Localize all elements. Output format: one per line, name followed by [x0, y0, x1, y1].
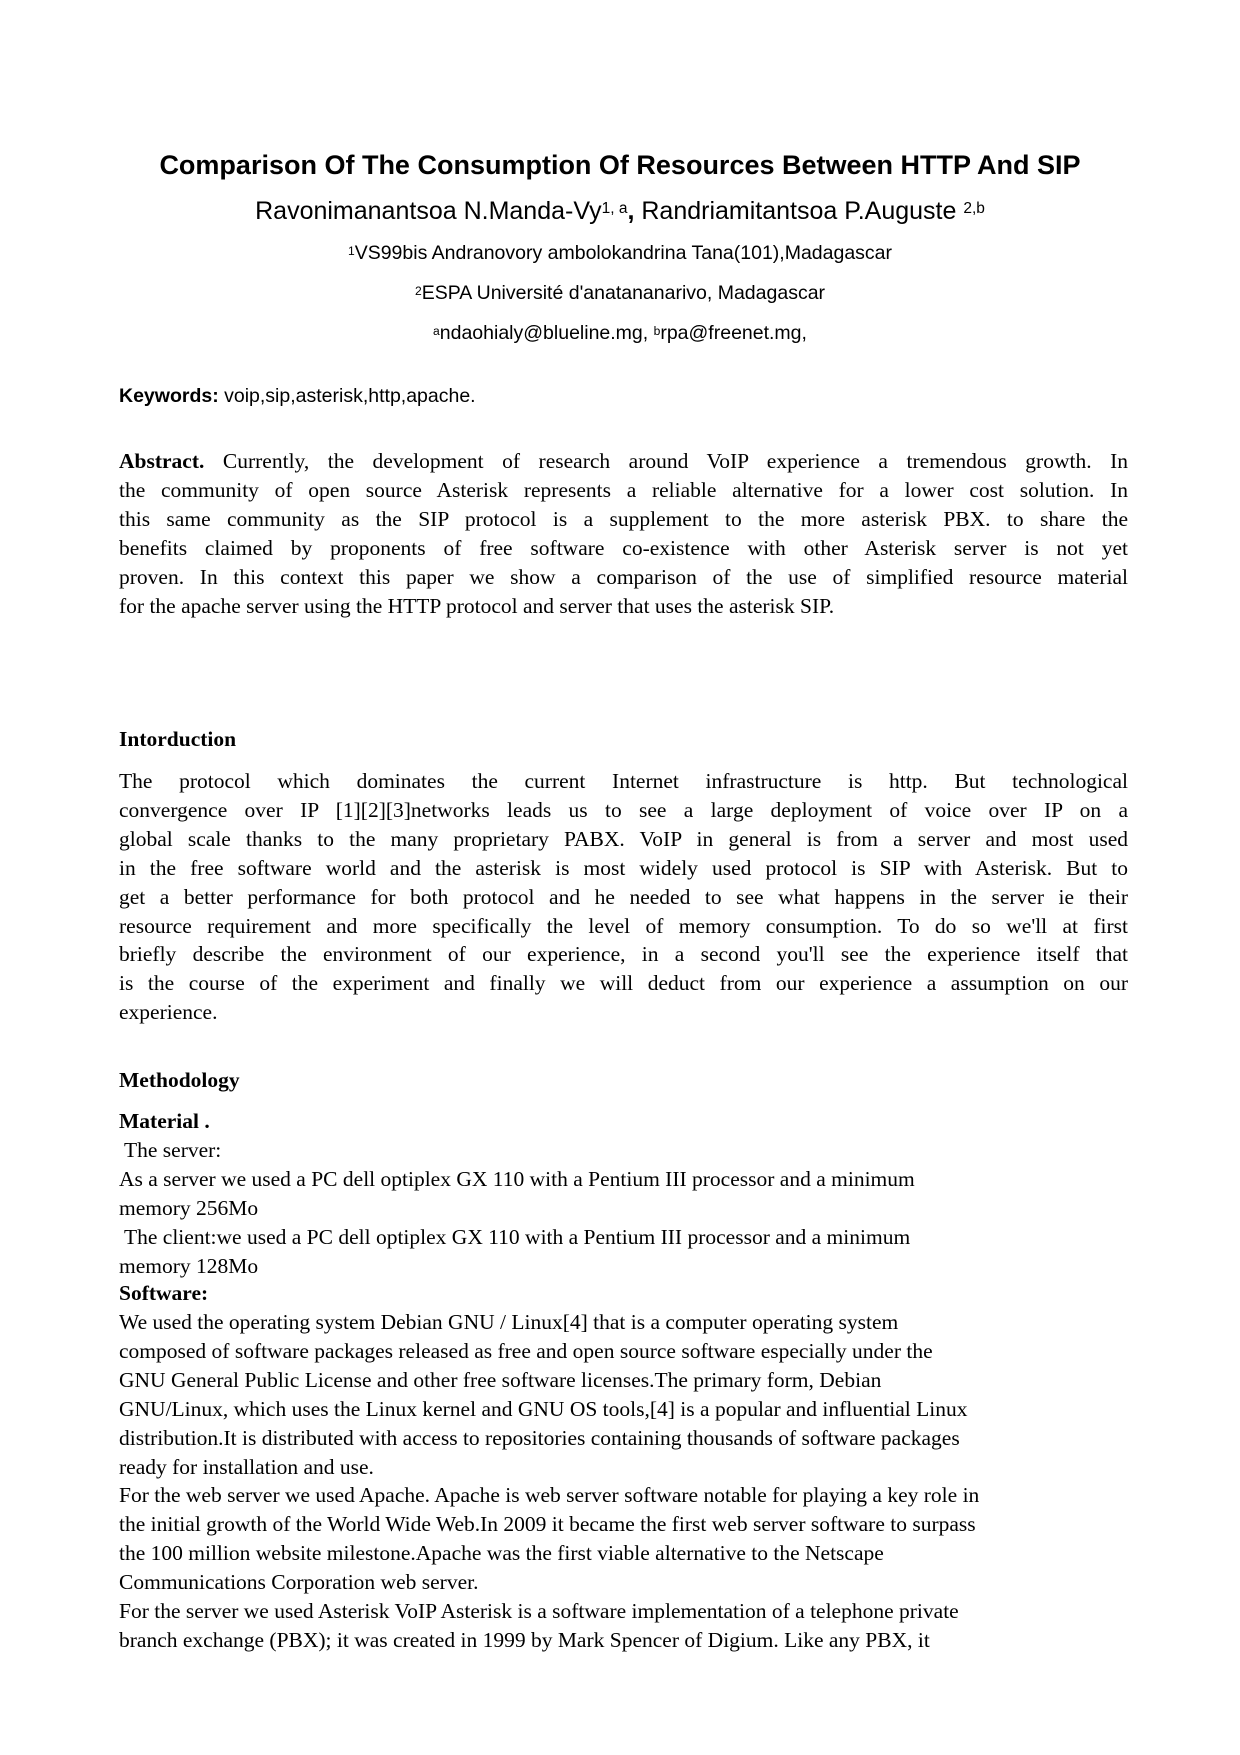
abstract-line: this same community as the SIP protocol is a supplement to the more asterisk PBX. to share the — [119, 506, 1128, 531]
affiliation-text: VS99bis Andranovory ambolokandrina Tana(101),Madagascar — [354, 242, 893, 264]
author-list — [0, 195, 1240, 227]
affiliation-text: ESPA Université d'anatananarivo, Madagascar — [421, 282, 826, 304]
software-line: the initial growth of the World Wide Web.In 2009 it became the first web server software to surpass — [119, 1512, 976, 1537]
email-marker: a — [433, 324, 440, 338]
intro-line: convergence over IP [1][2][3]networks leads us to see a large deployment of voice over IP on a — [119, 797, 1128, 822]
email-marker: b — [653, 324, 661, 338]
email-address[interactable]: rpa@freenet.mg, — [660, 322, 807, 344]
email-line — [0, 320, 1240, 346]
keywords — [119, 383, 476, 409]
intro-line: experience. — [119, 1000, 218, 1025]
intro-line: briefly describe the environment of our experience, in a second you'll see the experience itself that — [119, 942, 1128, 967]
software-line: Communications Corporation web server. — [119, 1570, 479, 1595]
material-line: The server: — [119, 1138, 222, 1162]
abstract-line: Abstract. Currently, the development of research around VoIP experience a tremendous growth. In — [119, 449, 1128, 473]
material-body — [119, 1136, 1128, 1281]
abstract-label: Abstract. — [119, 449, 205, 473]
software-line: ready for installation and use. — [119, 1454, 374, 1479]
author-affiliation-marker: 1, a — [601, 200, 628, 217]
paper-title: Comparison Of The Consumption Of Resources Between HTTP And SIP — [159, 150, 1081, 180]
author-affiliation-marker: 2,b — [963, 200, 985, 217]
author-name: Randriamitantsoa P.Auguste — [641, 197, 957, 225]
intro-line: global scale thanks to the many proprietary PABX. VoIP in general is from a server and most used — [119, 826, 1128, 851]
intro-line: get a better performance for both protocol and he needed to see what happens in the server ie their — [119, 884, 1128, 909]
material-line: As a server we used a PC dell optiplex GX 110 with a Pentium III processor and a minimum — [119, 1166, 915, 1191]
software-line: For the server we used Asterisk VoIP Asterisk is a software implementation of a telephone private — [119, 1599, 959, 1624]
email-address[interactable]: ndaohialy@blueline.mg, — [439, 322, 654, 344]
keywords-label: Keywords: — [119, 385, 219, 407]
software-line: GNU/Linux, which uses the Linux kernel and GNU OS tools,[4] is a popular and influential Linux — [119, 1396, 968, 1421]
intro-line: resource requirement and more specifically the level of memory consumption. To do so we'll at first — [119, 913, 1128, 938]
subsection-heading-software: Software: — [119, 1281, 209, 1305]
affiliation-marker: 2 — [414, 284, 422, 298]
software-line: GNU General Public License and other free software licenses.The primary form, Debian — [119, 1367, 882, 1392]
author-separator: , — [627, 197, 642, 225]
affiliation-1 — [0, 240, 1240, 266]
software-body — [119, 1308, 1128, 1655]
keywords-text: voip,sip,asterisk,http,apache. — [218, 385, 476, 407]
software-line: composed of software packages released as free and open source software especially under the — [119, 1338, 933, 1363]
material-line: memory 256Mo — [119, 1195, 259, 1220]
affiliation-2 — [0, 280, 1240, 306]
abstract-line: the community of open source Asterisk represents a reliable alternative for a lower cost solution. In — [119, 477, 1128, 502]
intro-line: The protocol which dominates the current Internet infrastructure is http. But technological — [119, 769, 1128, 793]
abstract-line: proven. In this context this paper we show a comparison of the use of simplified resource material — [119, 564, 1128, 589]
software-line: distribution.It is distributed with access to repositories containing thousands of software packages — [119, 1425, 960, 1450]
subsection-heading-material: Material . — [119, 1109, 210, 1133]
intro-line: in the free software world and the asterisk is most widely used protocol is SIP with Asterisk. But to — [119, 855, 1128, 880]
introduction-body — [119, 767, 1128, 1027]
material-line: The client:we used a PC dell optiplex GX 110 with a Pentium III processor and a minimum — [119, 1224, 911, 1249]
abstract-line: for the apache server using the HTTP protocol and server that uses the asterisk SIP. — [119, 593, 835, 618]
software-line: branch exchange (PBX); it was created in 1999 by Mark Spencer of Digium. Like any PBX, it — [119, 1627, 930, 1652]
software-line: We used the operating system Debian GNU / Linux[4] that is a computer operating system — [119, 1310, 899, 1334]
abstract — [119, 447, 1128, 620]
intro-line: is the course of the experiment and finally we will deduct from our experience a assumption on our — [119, 971, 1128, 996]
section-heading-methodology: Methodology — [119, 1068, 240, 1092]
affiliation-marker: 1 — [347, 244, 355, 258]
author-name: Ravonimanantsoa N.Manda-Vy — [255, 197, 602, 225]
section-heading-introduction: Intorduction — [119, 727, 237, 751]
material-line: memory 128Mo — [119, 1253, 259, 1278]
software-line: For the web server we used Apache. Apache is web server software notable for playing a key role in — [119, 1483, 980, 1508]
software-line: the 100 million website milestone.Apache was the first viable alternative to the Netscape — [119, 1541, 884, 1566]
abstract-line: benefits claimed by proponents of free software co-existence with other Asterisk server is not yet — [119, 535, 1128, 560]
